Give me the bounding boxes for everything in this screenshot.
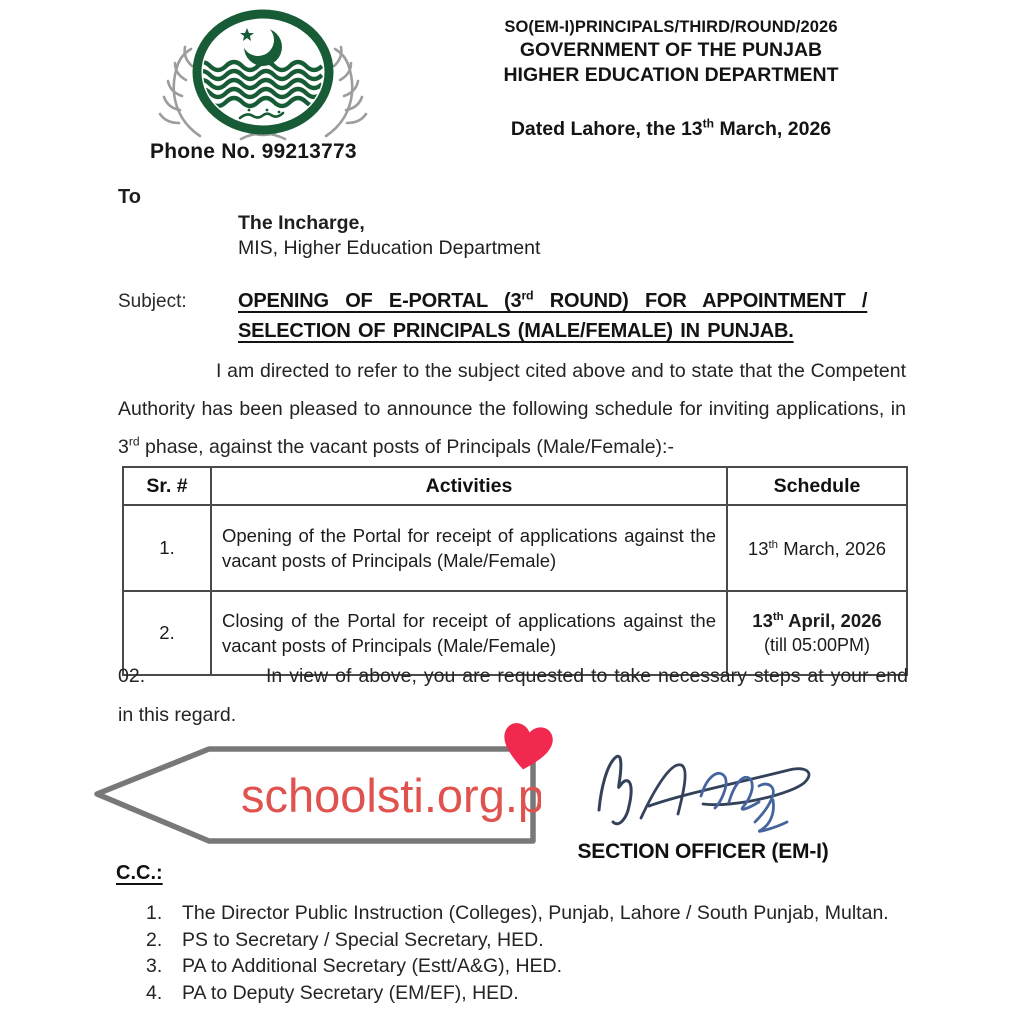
list-item: 4. PA to Deputy Secretary (EM/EF), HED. [146,981,519,1004]
paragraph-number: 02. [118,665,146,687]
row1-schedule: 13th March, 2026 [727,505,907,591]
column-header-sr: Sr. # [123,467,211,505]
subject-line1: OPENING OF E-PORTAL (3rd ROUND) FOR APPOINTMENT / [238,288,868,312]
letterhead-right-block [448,18,894,141]
to-label: To [118,186,141,208]
list-item: 3. PA to Additional Secretary (Estt/A&G), HED. [146,955,563,977]
column-header-schedule: Schedule [727,467,907,505]
paragraph-2-text: In view of above, you are requested to take necessary steps at your end in this regard. [118,665,908,726]
list-item: 1. The Director Public Instruction (Colleges), Punjab, Lahore / South Punjab, Multan. [146,902,889,924]
heart-icon [499,720,555,774]
department-title: HIGHER EDUCATION DEPARTMENT [503,64,839,86]
row2-serial: 2. [123,591,211,675]
column-header-activities: Activities [211,467,727,505]
subject-line2: SELECTION OF PRINCIPALS (MALE/FEMALE) IN PUNJAB. [238,320,794,342]
row2-activity: Closing of the Portal for receipt of applications against the vacant posts of Principals (Male/Female) [211,591,727,675]
addressee-name: The Incharge, [238,212,365,234]
row1-serial: 1. [123,505,211,591]
signatory-title: SECTION OFFICER (EM-I) [577,840,829,863]
row2-schedule-date: 13th April, 2026 [752,610,882,631]
punjab-government-emblem [146,6,380,144]
reference-number: SO(EM-I)PRINCIPALS/THIRD/ROUND/2026 [504,18,838,36]
body-paragraph-1: I am directed to refer to the subject cited above and to state that the Competent Authority has been pleased to announce the following schedule for inviting applications, in 3rd phase, against the vacant posts of Principals (Male/Female):- [118,360,906,458]
row2-schedule-note: (till 05:00PM) [763,635,871,655]
table-header-row [123,467,907,505]
phone-number: Phone No. 99213773 [150,140,357,163]
arrow-banner-icon [93,740,541,848]
cc-label: C.C.: [116,862,163,884]
list-item: 2. PS to Secretary / Special Secretary, HED. [146,928,544,951]
punjab-emblem-icon [146,6,380,144]
government-title: GOVERNMENT OF THE PUNJAB [519,39,823,61]
watermark-text-svg: schoolsti.org.pk [241,769,541,822]
subject-label: Subject: [118,291,187,312]
watermark-banner [93,740,541,848]
schedule-table [122,466,908,676]
table-row [123,505,907,591]
row1-activity: Opening of the Portal for receipt of applications against the vacant posts of Principals (Male/Female) [211,505,727,591]
signature-handwriting [583,744,829,840]
subject-text [238,286,908,346]
addressee-org: MIS, Higher Education Department [238,237,541,259]
dated-line: Dated Lahore, the 13th March, 2026 [510,116,832,140]
cc-list [146,900,976,1006]
